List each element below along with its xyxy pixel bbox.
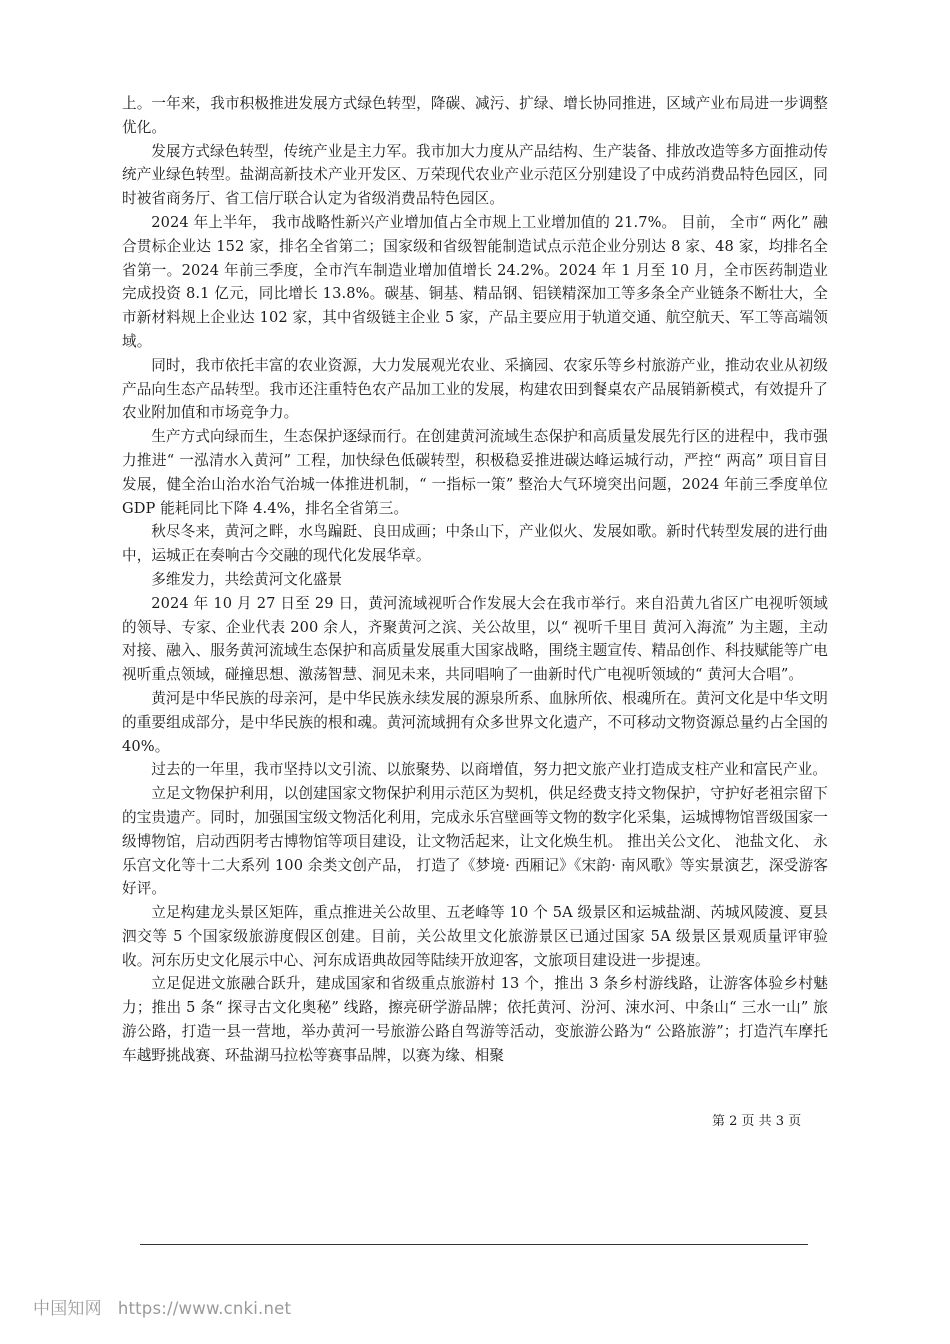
paragraph-continuation: 上。一年来，我市积极推进发展方式绿色转型，降碳、减污、扩绿、增长协同推进，区域产业布局进一步调整优化。: [122, 95, 828, 136]
paragraph: 秋尽冬来，黄河之畔，水鸟蹁跹、良田成画；中条山下，产业似火、发展如歌。新时代转型发展的进行曲中，运城正在奏响古今交融的现代化发展华章。: [122, 523, 828, 565]
document-body: [122, 92, 828, 1068]
watermark-url: https://www.cnki.net: [117, 1299, 292, 1318]
cnki-watermark: [33, 1294, 291, 1319]
footer-divider: [140, 1244, 808, 1245]
paragraph: 2024 年 10 月 27 日至 29 日，黄河流域视听合作发展大会在我市举行。来自沿黄九省区广电视听领域的领导、专家、企业代表 200 余人，齐聚黄河之滨、关公故里，以“ 视听千里目 黄河入海流” 为主题，主动对接、融入、服务黄河流域生态保护和高质量发展重大国家战略，围绕主题宣传、精品创作、科技赋能等广电视听重点领域，碰撞思想、激荡智慧、洞见未来，共同唱响了一曲新时代广电视听领域的“ 黄河大合唱”。: [122, 594, 828, 684]
paragraph: 立足促进文旅融合跃升，建成国家和省级重点旅游村 13 个，推出 3 条乡村游线路，让游客体验乡村魅力；推出 5 条“ 探寻古文化奥秘” 线路，擦亮研学游品牌；依托黄河、汾河、涑水河、中条山“ 三水一山” 旅游公路，打造一县一营地，举办黄河一号旅游公路自驾游等活动，变旅游公路为“ 公路旅游”；打造汽车摩托车越野挑战赛、环盐湖马拉松等赛事品牌，以赛为缘、相聚: [122, 975, 828, 1064]
paragraph: 过去的一年里，我市坚持以文引流、以旅聚势、以商增值，努力把文旅产业打造成支柱产业和富民产业。: [151, 761, 828, 779]
section-heading: 多维发力，共绘黄河文化盛景: [151, 570, 343, 588]
paragraph: 立足构建龙头景区矩阵，重点推进关公故里、五老峰等 10 个 5A 级景区和运城盐湖、芮城风陵渡、夏县泗交等 5 个国家级旅游度假区创建。目前，关公故里文化旅游景区已通过国家 5A 级景区景观质量评审验收。河东历史文化展示中心、河东成语典故园等陆续开放迎客，文旅项目建设进一步提速。: [122, 904, 828, 969]
paragraph: 同时，我市依托丰富的农业资源，大力发展观光农业、采摘园、农家乐等乡村旅游产业，推动农业从初级产品向生态产品转型。我市还注重特色农产品加工业的发展，构建农田到餐桌农产品展销新模式，有效提升了农业附加值和市场竞争力。: [122, 356, 828, 422]
paragraph: 生产方式向绿而生，生态保护逐绿而行。在创建黄河流域生态保护和高质量发展先行区的进程中，我市强力推进“ 一泓清水入黄河” 工程，加快绿色低碳转型，积极稳妥推进碳达峰运城行动，严控“ 两高” 项目盲目发展，健全治山治水治气治城一体推进机制，“ 一指标一策” 整治大气环境突出问题，2024 年前三季度单位 GDP 能耗同比下降 4.4%，排名全省第三。: [122, 428, 828, 517]
paragraph: 立足文物保护利用，以创建国家文物保护利用示范区为契机，供足经费支持文物保护，守护好老祖宗留下的宝贵遗产。同时，加强国宝级文物活化利用，完成永乐宫壁画等文物的数字化采集，运城博物馆晋级国家一级博物馆，启动西阴考古博物馆等项目建设，让文物活起来，让文化焕生机。 推出关公文化、 池盐文化、 永乐宫文化等十二大系列 100 余类文创产品， 打造了《梦境· 西厢记》《宋韵· 南风歌》等实景演艺，深受游客好评。: [122, 785, 828, 898]
watermark-brand: 中国知网: [33, 1299, 102, 1319]
paragraph: 发展方式绿色转型，传统产业是主力军。我市加大力度从产品结构、生产装备、排放改造等多方面推动传统产业绿色转型。盐湖高新技术产业开发区、万荣现代农业产业示范区分别建设了中成药消费品特色园区，同时被省商务厅、省工信厅联合认定为省级消费品特色园区。: [122, 142, 828, 208]
paragraph: 2024 年上半年， 我市战略性新兴产业增加值占全市规上工业增加值的 21.7%。 目前， 全市“ 两化” 融合贯标企业达 152 家，排名全省第二；国家级和省级智能制造试点示范企业分别达 8 家、48 家，均排名全省第一。2024 年前三季度，全市汽车制造业增加值增长 24.2%。2024 年 1 月至 10 月，全市医药制造业完成投资 8.1 亿元，同比增长 13.8%。碳基、铜基、精品钢、铝镁精深加工等多条全产业链条不断壮大，全市新材料规上企业达 102 家，其中省级链主企业 5 家，产品主要应用于轨道交通、航空航天、军工等高端领域。: [122, 213, 828, 350]
page-number: 第 2 页 共 3 页: [712, 1114, 802, 1129]
paragraph: 黄河是中华民族的母亲河，是中华民族永续发展的源泉所系、血脉所依、根魂所在。黄河文化是中华文明的重要组成部分，是中华民族的根和魂。黄河流域拥有众多世界文化遗产，不可移动文物资源总量约占全国的 40%。: [122, 689, 828, 755]
